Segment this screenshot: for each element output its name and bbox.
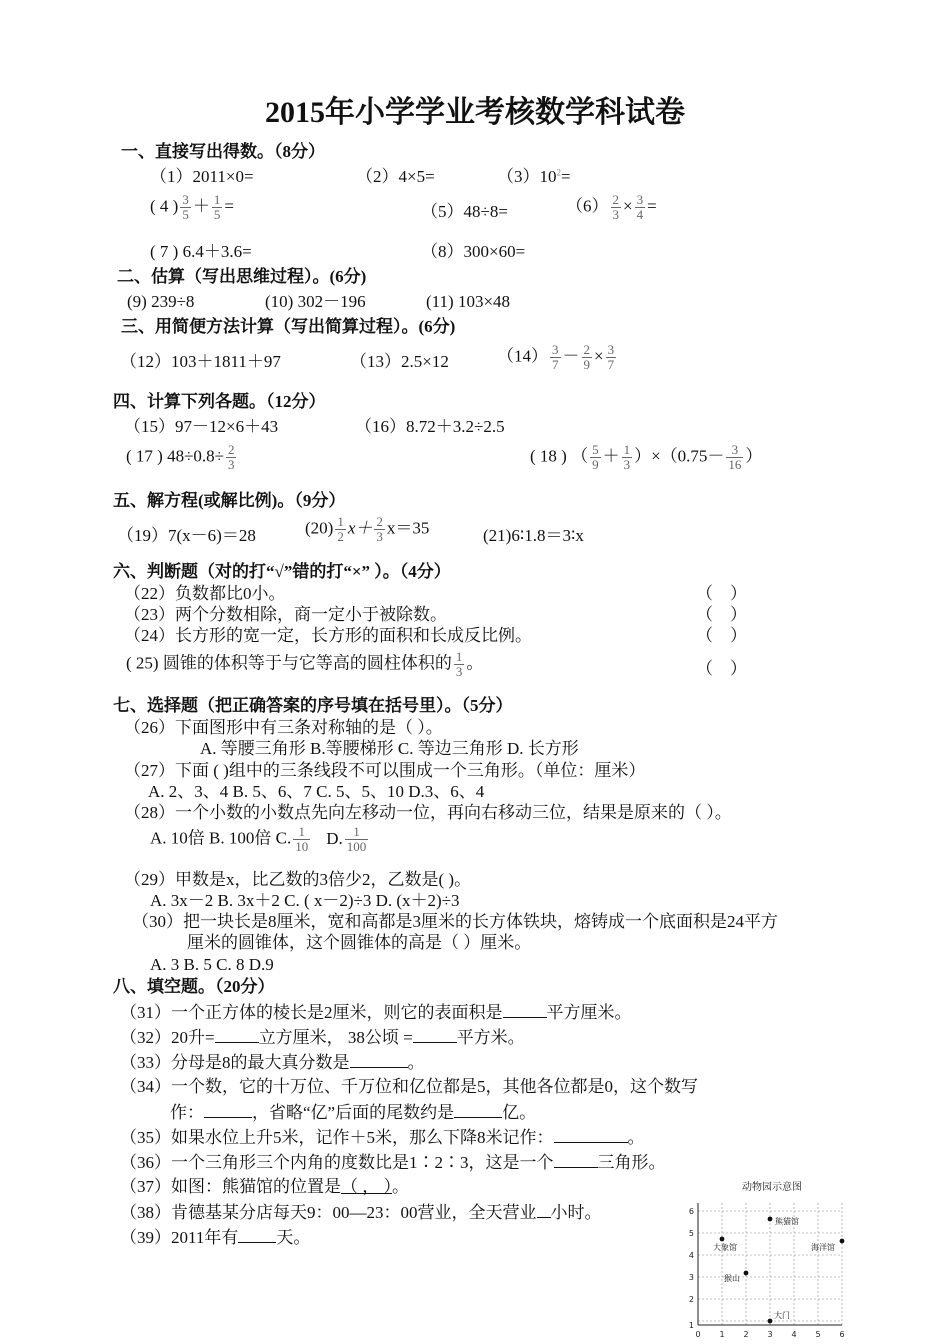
q26-options: A. 等腰三角形 B.等腰梯形 C. 等边三角形 D. 长方形 (200, 739, 579, 758)
svg-text:3: 3 (688, 1273, 694, 1282)
zoo-map-title: 动物园示意图 (742, 1182, 802, 1193)
q34-blank-2[interactable] (454, 1102, 502, 1118)
q19: （19）7(x－6)＝28 (117, 526, 256, 545)
ocean-label: 海洋馆 (811, 1243, 835, 1252)
section-4-heading: 四、计算下列各题。（12分） (113, 392, 326, 411)
q27-options: A. 2、3、4 B. 5、6、7 C. 5、5、10 D.3、6、4 (148, 782, 485, 801)
q9: (9) 239÷8 (127, 292, 195, 311)
answer-paren-22[interactable]: （ ） (696, 584, 747, 603)
svg-text:5: 5 (688, 1229, 694, 1238)
section-8-heading: 八、填空题。（20分） (113, 977, 275, 996)
q30-options: A. 3 B. 5 C. 8 D.9 (150, 955, 274, 974)
section-7-heading: 七、选择题（把正确答案的序号填在括号里）。（5分） (113, 696, 513, 715)
zoo-map-labels (713, 1216, 835, 1320)
q29-options: A. 3x－2 B. 3x＋2 C. ( x－2)÷3 D. (x＋2)÷3 (150, 891, 460, 910)
q24: （24）长方形的宽一定，长方形的面积和长成反比例。 (124, 626, 532, 645)
zoo-map-y-ticks (689, 1207, 694, 1330)
svg-text:2: 2 (743, 1330, 749, 1339)
svg-text:6: 6 (688, 1207, 694, 1216)
q34-line1: （34）一个数，它的十万位、千万位和亿位都是5，其他各位都是0，这个数写 (120, 1077, 698, 1096)
q37: （37）如图：熊猫馆的位置是（ ， ）。 (120, 1177, 409, 1196)
section-1-heading: 一、直接写出得数。（8分） (121, 142, 325, 161)
panda-point (768, 1217, 773, 1222)
answer-paren-25[interactable]: （ ） (696, 659, 747, 678)
q35-blank[interactable] (554, 1127, 628, 1143)
q39-blank[interactable] (238, 1227, 276, 1243)
q28-options: A. 10倍 B. 100倍 C. $\frac{1}{10}$ D. $\frac{1}{100}$ (150, 824, 367, 855)
q31-blank[interactable] (503, 1002, 547, 1018)
q1: （1）2011×0= (150, 167, 254, 186)
q26: （26）下面图形中有三条对称轴的是（ ）。 (124, 718, 443, 737)
q10: (10) 302－196 (265, 292, 366, 311)
q22: （22）负数都比0小。 (124, 584, 286, 603)
gate-point (768, 1319, 773, 1324)
q12: （12）103＋1811＋97 (120, 352, 281, 371)
q17: ( 17 ) 48÷0.8÷ $\frac{2}{3}$ (126, 442, 235, 473)
panda-label: 熊猫馆 (775, 1217, 799, 1226)
q8: （8）300×60= (421, 242, 526, 261)
q37-blank[interactable]: （ ， ） (341, 1177, 392, 1196)
q21: (21)6∶1.8＝3∶x (483, 526, 584, 545)
svg-text:4: 4 (791, 1330, 797, 1339)
q23: （23）两个分数相除，商一定小于被除数。 (124, 605, 447, 624)
zoo-map-figure (684, 1178, 850, 1342)
svg-text:0: 0 (695, 1330, 701, 1339)
q2: （2）4×5= (356, 167, 435, 186)
q6: （6） $\frac{2}{3}$ × $\frac{3}{4}$ = (566, 192, 657, 223)
answer-paren-24[interactable]: （ ） (696, 626, 747, 645)
section-5-heading: 五、解方程(或解比例)。（9分） (113, 491, 346, 510)
q27: （27）下面 ( )组中的三条线段不可以围成一个三角形。（单位：厘米） (124, 761, 646, 780)
q30-line2: 厘米的圆锥体，这个圆锥体的高是（ ）厘米。 (187, 933, 532, 952)
section-6-heading: 六、判断题（对的打“√”错的打“×” ）。（4分） (113, 562, 451, 581)
q32-blank-1[interactable] (215, 1027, 259, 1043)
svg-text:1: 1 (719, 1330, 725, 1339)
gate-label: 大门 (774, 1311, 790, 1320)
svg-text:4: 4 (688, 1251, 694, 1260)
q39: （39）2011年有 天。 (120, 1228, 311, 1247)
hill-label: 猴山 (724, 1274, 740, 1283)
q32-blank-2[interactable] (413, 1027, 457, 1043)
q33-blank[interactable] (350, 1052, 408, 1068)
q36: （36）一个三角形三个内角的度数比是1∶2∶3，这是一个 三角形。 (120, 1153, 666, 1172)
q34-blank-1[interactable] (204, 1102, 252, 1118)
q34-line2: 作： ，省略“亿”后面的尾数约是 亿。 (170, 1103, 537, 1122)
q5: （5）48÷8= (421, 202, 508, 221)
section-3-heading: 三、用简便方法计算（写出简算过程）。(6分) (121, 317, 456, 336)
q4: ( 4 ) $\frac{3}{5}$ ＋ $\frac{1}{5}$ = (150, 192, 234, 223)
q16: （16）8.72＋3.2÷2.5 (355, 417, 505, 436)
section-2-heading: 二、估算（写出思维过程）。(6分) (117, 267, 367, 286)
zoo-map-points (720, 1217, 845, 1324)
svg-text:2: 2 (688, 1295, 694, 1304)
svg-text:1: 1 (688, 1321, 694, 1330)
q32: （32）20升= 立方厘米， 38公顷 = 平方米。 (120, 1028, 525, 1047)
q30-line1: （30）把一块长是8厘米，宽和高都是3厘米的长方体铁块，熔铸成一个底面积是24平方 (132, 912, 778, 931)
q33: （33）分母是8的最大真分数是 。 (120, 1053, 425, 1072)
q11: (11) 103×48 (426, 292, 511, 311)
q38-blank[interactable] (537, 1202, 551, 1218)
q3: $(3)10^2=$ (497, 167, 571, 186)
q36-blank[interactable] (554, 1152, 598, 1168)
svg-text:6: 6 (839, 1330, 845, 1339)
svg-text:3: 3 (767, 1330, 773, 1339)
zoo-map-x-ticks (695, 1330, 844, 1339)
q13: （13）2.5×12 (350, 352, 449, 371)
q15: （15）97－12×6＋43 (124, 417, 279, 436)
q35: （35）如果水位上升5米，记作＋5米，那么下降8米记作： 。 (120, 1128, 645, 1147)
q31: （31）一个正方体的棱长是2厘米，则它的表面积是 平方厘米。 (120, 1003, 632, 1022)
svg-text:5: 5 (815, 1330, 821, 1339)
q7: ( 7 ) 6.4＋3.6= (150, 242, 252, 261)
hill-point (744, 1271, 749, 1276)
q20: (20) $\frac{1}{2}$ x＋ $\frac{2}{3}$ x＝35 (305, 514, 430, 545)
q38: （38）肯德基某分店每天9：00—23：00营业，全天营业 小时。 (120, 1203, 602, 1222)
ocean-point (840, 1239, 845, 1244)
q25: ( 25) 圆锥的体积等于与它等高的圆柱体积的 $\frac{1}{3}$ 。 (126, 649, 484, 680)
elephant-label: 大象馆 (713, 1243, 737, 1252)
q18: ( 18 ) （ $\frac{5}{9}$ ＋ $\frac{1}{3}$ ）×（0.75－ $\frac{3}{16}$ ） (530, 442, 763, 473)
q28: （28）一个小数的小数点先向左移动一位，再向右移动三位，结果是原来的（ ）。 (124, 803, 732, 822)
answer-paren-23[interactable]: （ ） (696, 605, 747, 624)
q29: （29）甲数是x，比乙数的3倍少2，乙数是( )。 (124, 870, 472, 889)
q14: （14） $\frac{3}{7}$ － $\frac{2}{9}$ × $\frac{3}{7}$ (497, 342, 615, 373)
page-title: 2015年小学学业考核数学科试卷 (265, 96, 685, 129)
elephant-point (720, 1237, 725, 1242)
